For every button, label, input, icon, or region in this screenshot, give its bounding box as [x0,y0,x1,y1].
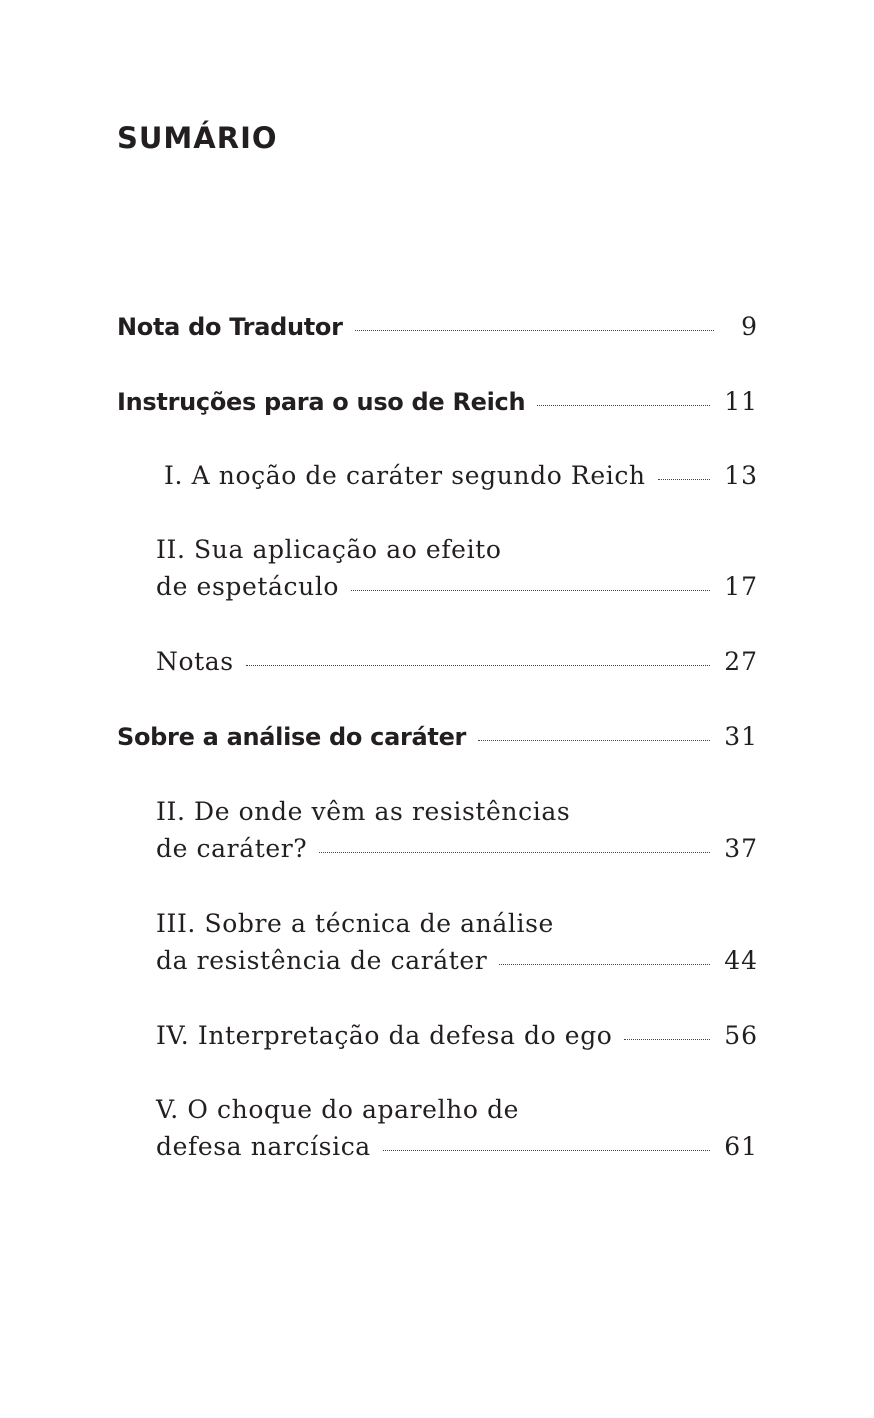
dot-leader [624,1039,710,1040]
toc-entry-de-onde-vem[interactable] [156,793,758,867]
toc-entry-title: IV. Interpretação da defesa do ego [156,1021,613,1050]
toc-page-number: 27 [724,647,758,676]
toc-entry-line [156,643,758,680]
dot-leader [478,740,710,741]
toc-entry-title: Instruções para o uso de Reich [117,388,526,416]
toc-entry-title: V. O choque do aparelho de [156,1095,520,1124]
toc-page-number: 56 [724,1021,758,1050]
toc-entry-line [164,457,758,494]
dot-leader [383,1150,710,1151]
page-title: SUMÁRIO [117,121,278,155]
toc-page-number: 31 [724,722,758,751]
dot-leader [246,665,710,666]
toc-entry-instrucoes[interactable] [117,383,758,420]
toc-entry-title: Sobre a análise do caráter [117,723,467,751]
dot-leader [319,852,710,853]
dot-leader [351,590,710,591]
toc-entry-sua-aplicacao[interactable] [156,531,758,605]
toc-entry-o-choque[interactable] [156,1091,758,1165]
toc-entry-title: II. De onde vêm as resistências [156,797,571,826]
toc-page-number: 13 [724,461,758,490]
toc-entry-sobre-a-tecnica[interactable] [156,905,758,979]
toc-entry-line [156,1128,758,1165]
toc-entry-title-continued: defesa narcísica [156,1132,371,1161]
dot-leader [658,479,711,480]
toc-entry-title-continued: da resistência de caráter [156,946,488,975]
toc-entry-nota-do-tradutor[interactable] [117,308,758,345]
toc-entry-title: I. A noção de caráter segundo Reich [164,461,646,490]
toc-entry-title: II. Sua aplicação ao efeito [156,535,502,564]
toc-entry-line [156,905,758,942]
toc-page-number: 61 [724,1132,758,1161]
toc-entry-nocao-de-carater[interactable] [164,457,758,494]
toc-entry-title: Notas [156,647,234,676]
toc-entry-line [156,1091,758,1128]
dot-leader [537,405,710,406]
toc-entry-line [156,830,758,867]
toc-entry-title-continued: de caráter? [156,834,308,863]
toc-entry-title-continued: de espetáculo [156,572,340,601]
toc-entry-line [117,308,758,345]
toc-entry-line [117,718,758,755]
toc-entry-line [117,383,758,420]
toc-entry-sobre-a-analise[interactable] [117,718,758,755]
toc-page-number: 11 [724,387,758,416]
toc-entry-interpretacao[interactable] [156,1017,758,1054]
toc-page-number: 17 [724,572,758,601]
toc-entry-title: Nota do Tradutor [117,313,343,341]
toc-entry-line [156,531,758,568]
toc-page-number: 44 [724,946,758,975]
toc-page-number: 9 [741,312,758,341]
toc-entry-line [156,1017,758,1054]
toc-entry-notas[interactable] [156,643,758,680]
toc-entry-title: III. Sobre a técnica de análise [156,909,554,938]
toc-entry-line [156,568,758,605]
toc-entry-line [156,793,758,830]
dot-leader [499,964,710,965]
toc-page-number: 37 [724,834,758,863]
toc-entry-line [156,942,758,979]
dot-leader [355,330,714,331]
